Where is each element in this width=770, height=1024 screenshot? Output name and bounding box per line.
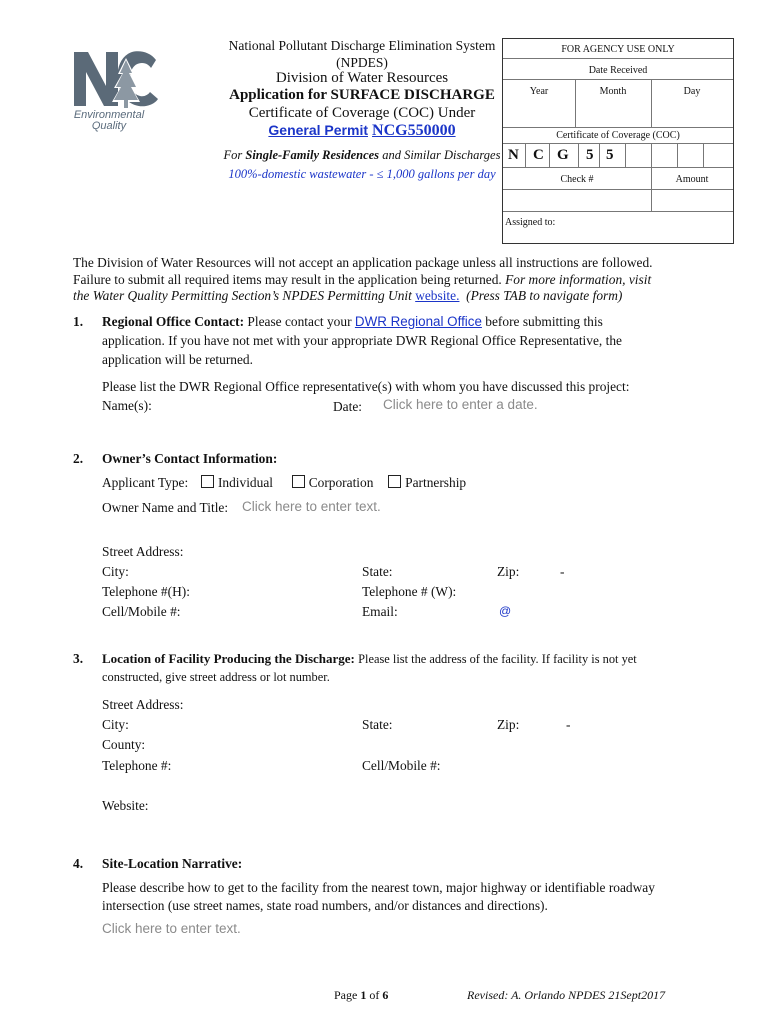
single-family-residences: Single-Family Residences — [245, 148, 380, 162]
facility-zip-dash: - — [566, 717, 571, 732]
general-permit-number: NCG550000 — [372, 122, 456, 139]
assigned-to-label: Assigned to: — [505, 217, 556, 228]
facility-city-label: City: — [102, 717, 129, 732]
page-current: 1 — [360, 988, 367, 1002]
owner-email-at-sign[interactable]: @ — [499, 604, 512, 618]
intro-permitting-unit: the Water Quality Permitting Section’s NPDES Permitting Unit — [73, 288, 412, 303]
corporation-checkbox[interactable] — [292, 475, 305, 488]
similar-discharges: and Similar Discharges — [382, 148, 501, 162]
section-4-line-1: Please describe how to get to the facility from the nearest town, major highway or identifiable roadway — [102, 880, 655, 895]
section-4-line-2: intersection (use street names, state road numbers, and/or distances and directions). — [102, 898, 548, 913]
page-of-word: of — [369, 988, 380, 1002]
header-coc-under: Certificate of Coverage (COC) Under — [248, 105, 476, 121]
section-2-number: 2. — [73, 451, 84, 466]
facility-zip-label: Zip: — [497, 717, 520, 732]
facility-state-label: State: — [362, 717, 393, 732]
dwr-regional-office-link[interactable]: DWR Regional Office — [354, 314, 482, 329]
partnership-checkbox[interactable] — [388, 475, 401, 488]
section-1-line-1 — [102, 314, 742, 330]
section-3-number: 3. — [73, 651, 84, 666]
coc-digit-5b: 5 — [606, 147, 614, 163]
section-1-line-4: Please list the DWR Regional Office representative(s) with whom you have discussed this project: — [102, 379, 630, 394]
nc-logo-icon — [70, 44, 170, 114]
facility-cell-label: Cell/Mobile #: — [362, 758, 441, 773]
agency-use-title: FOR AGENCY USE ONLY — [561, 44, 675, 55]
owner-telephone-home-label: Telephone #(H): — [102, 584, 190, 599]
general-permit-prefix: General Permit — [268, 122, 369, 138]
intro-tab-hint: (Press TAB to navigate form) — [466, 288, 623, 303]
section-2-title: Owner’s Contact Information: — [102, 451, 278, 466]
section-3-title: Location of Facility Producing the Discharge: — [102, 651, 355, 666]
page-total: 6 — [382, 988, 389, 1002]
intro-line-3 — [73, 288, 743, 304]
section-1-line-3: application will be returned. — [102, 352, 253, 367]
header-domestic-wastewater: 100%-domestic wastewater - ≤ 1,000 gallons per day — [228, 167, 496, 181]
section-4-title: Site-Location Narrative: — [102, 856, 243, 871]
coc-letter-c: C — [533, 147, 544, 163]
header-application-title: Application for SURFACE DISCHARGE — [229, 87, 495, 103]
year-label: Year — [529, 86, 549, 97]
applicant-type-row — [102, 475, 722, 491]
revised-note: Revised: A. Orlando NPDES 21Sept2017 — [467, 988, 666, 1002]
coc-letter-n: N — [508, 147, 519, 163]
owner-zip-dash: - — [560, 564, 565, 579]
nc-deq-logo — [70, 44, 170, 144]
facility-telephone-label: Telephone #: — [102, 758, 172, 773]
intro-failure-text: Failure to submit all required items may result in the application being returned. — [73, 272, 502, 287]
section-3-text: Please list the address of the facility. If facility is not yet — [358, 652, 637, 666]
section-1-text-b: before submitting this — [485, 314, 603, 329]
date-picker-input[interactable]: Click here to enter a date. — [383, 397, 538, 412]
check-number-label: Check # — [560, 174, 594, 185]
site-narrative-input[interactable]: Click here to enter text. — [102, 921, 241, 936]
header-line-npdes: National Pollutant Discharge Elimination System — [228, 38, 496, 53]
owner-name-input[interactable]: Click here to enter text. — [242, 499, 381, 514]
owner-street-label: Street Address: — [102, 544, 184, 559]
section-1-number: 1. — [73, 314, 84, 329]
owner-state-label: State: — [362, 564, 393, 579]
date-label: Date: — [333, 399, 362, 414]
day-label: Day — [683, 86, 701, 97]
section-3-line-1 — [102, 651, 742, 667]
intro-line-1: The Division of Water Resources will not accept an application package unless all instructions are followed. — [73, 255, 653, 270]
coc-label: Certificate of Coverage (COC) — [556, 130, 680, 141]
owner-name-title-label: Owner Name and Title: — [102, 500, 229, 515]
owner-cell-label: Cell/Mobile #: — [102, 604, 181, 619]
individual-label: Individual — [217, 475, 273, 490]
corporation-label: Corporation — [308, 475, 374, 490]
section-3-line-2: constructed, give street address or lot number. — [102, 670, 330, 684]
section-4-number: 4. — [73, 856, 84, 871]
section-1-text-a: Please contact your — [247, 314, 352, 329]
header-for-single-family — [182, 148, 542, 163]
intro-more-info: For more information, visit — [505, 272, 652, 287]
header-general-permit — [182, 122, 542, 140]
owner-email-label: Email: — [362, 604, 398, 619]
for-word: For — [223, 148, 243, 162]
intro-line-2 — [73, 272, 743, 288]
facility-county-label: County: — [102, 737, 146, 752]
month-label: Month — [599, 86, 627, 97]
header-division: Division of Water Resources — [275, 70, 449, 86]
logo-subtitle-environmental: Environmental — [73, 109, 145, 121]
section-1-title: Regional Office Contact: — [102, 314, 245, 329]
owner-telephone-work-label: Telephone # (W): — [362, 584, 457, 599]
section-1-line-2: application. If you have not met with your appropriate DWR Regional Office Representative, the — [102, 333, 622, 348]
page-word: Page — [334, 988, 358, 1002]
date-received-label: Date Received — [588, 65, 648, 76]
logo-subtitle-quality: Quality — [91, 120, 127, 132]
owner-city-label: City: — [102, 564, 129, 579]
page-number — [334, 988, 388, 1003]
names-label: Name(s): — [102, 398, 152, 413]
facility-street-label: Street Address: — [102, 697, 184, 712]
coc-digit-5a: 5 — [586, 147, 594, 163]
owner-zip-label: Zip: — [497, 564, 520, 579]
agency-use-box — [502, 38, 734, 244]
website-link[interactable]: website. — [415, 288, 460, 303]
amount-label: Amount — [675, 174, 709, 185]
individual-checkbox[interactable] — [201, 475, 214, 488]
coc-letter-g: G — [557, 147, 569, 163]
applicant-type-label: Applicant Type: — [102, 475, 189, 490]
partnership-label: Partnership — [405, 475, 467, 490]
header-line-npdes-abbrev: (NPDES) — [336, 55, 388, 70]
facility-website-label: Website: — [102, 798, 149, 813]
